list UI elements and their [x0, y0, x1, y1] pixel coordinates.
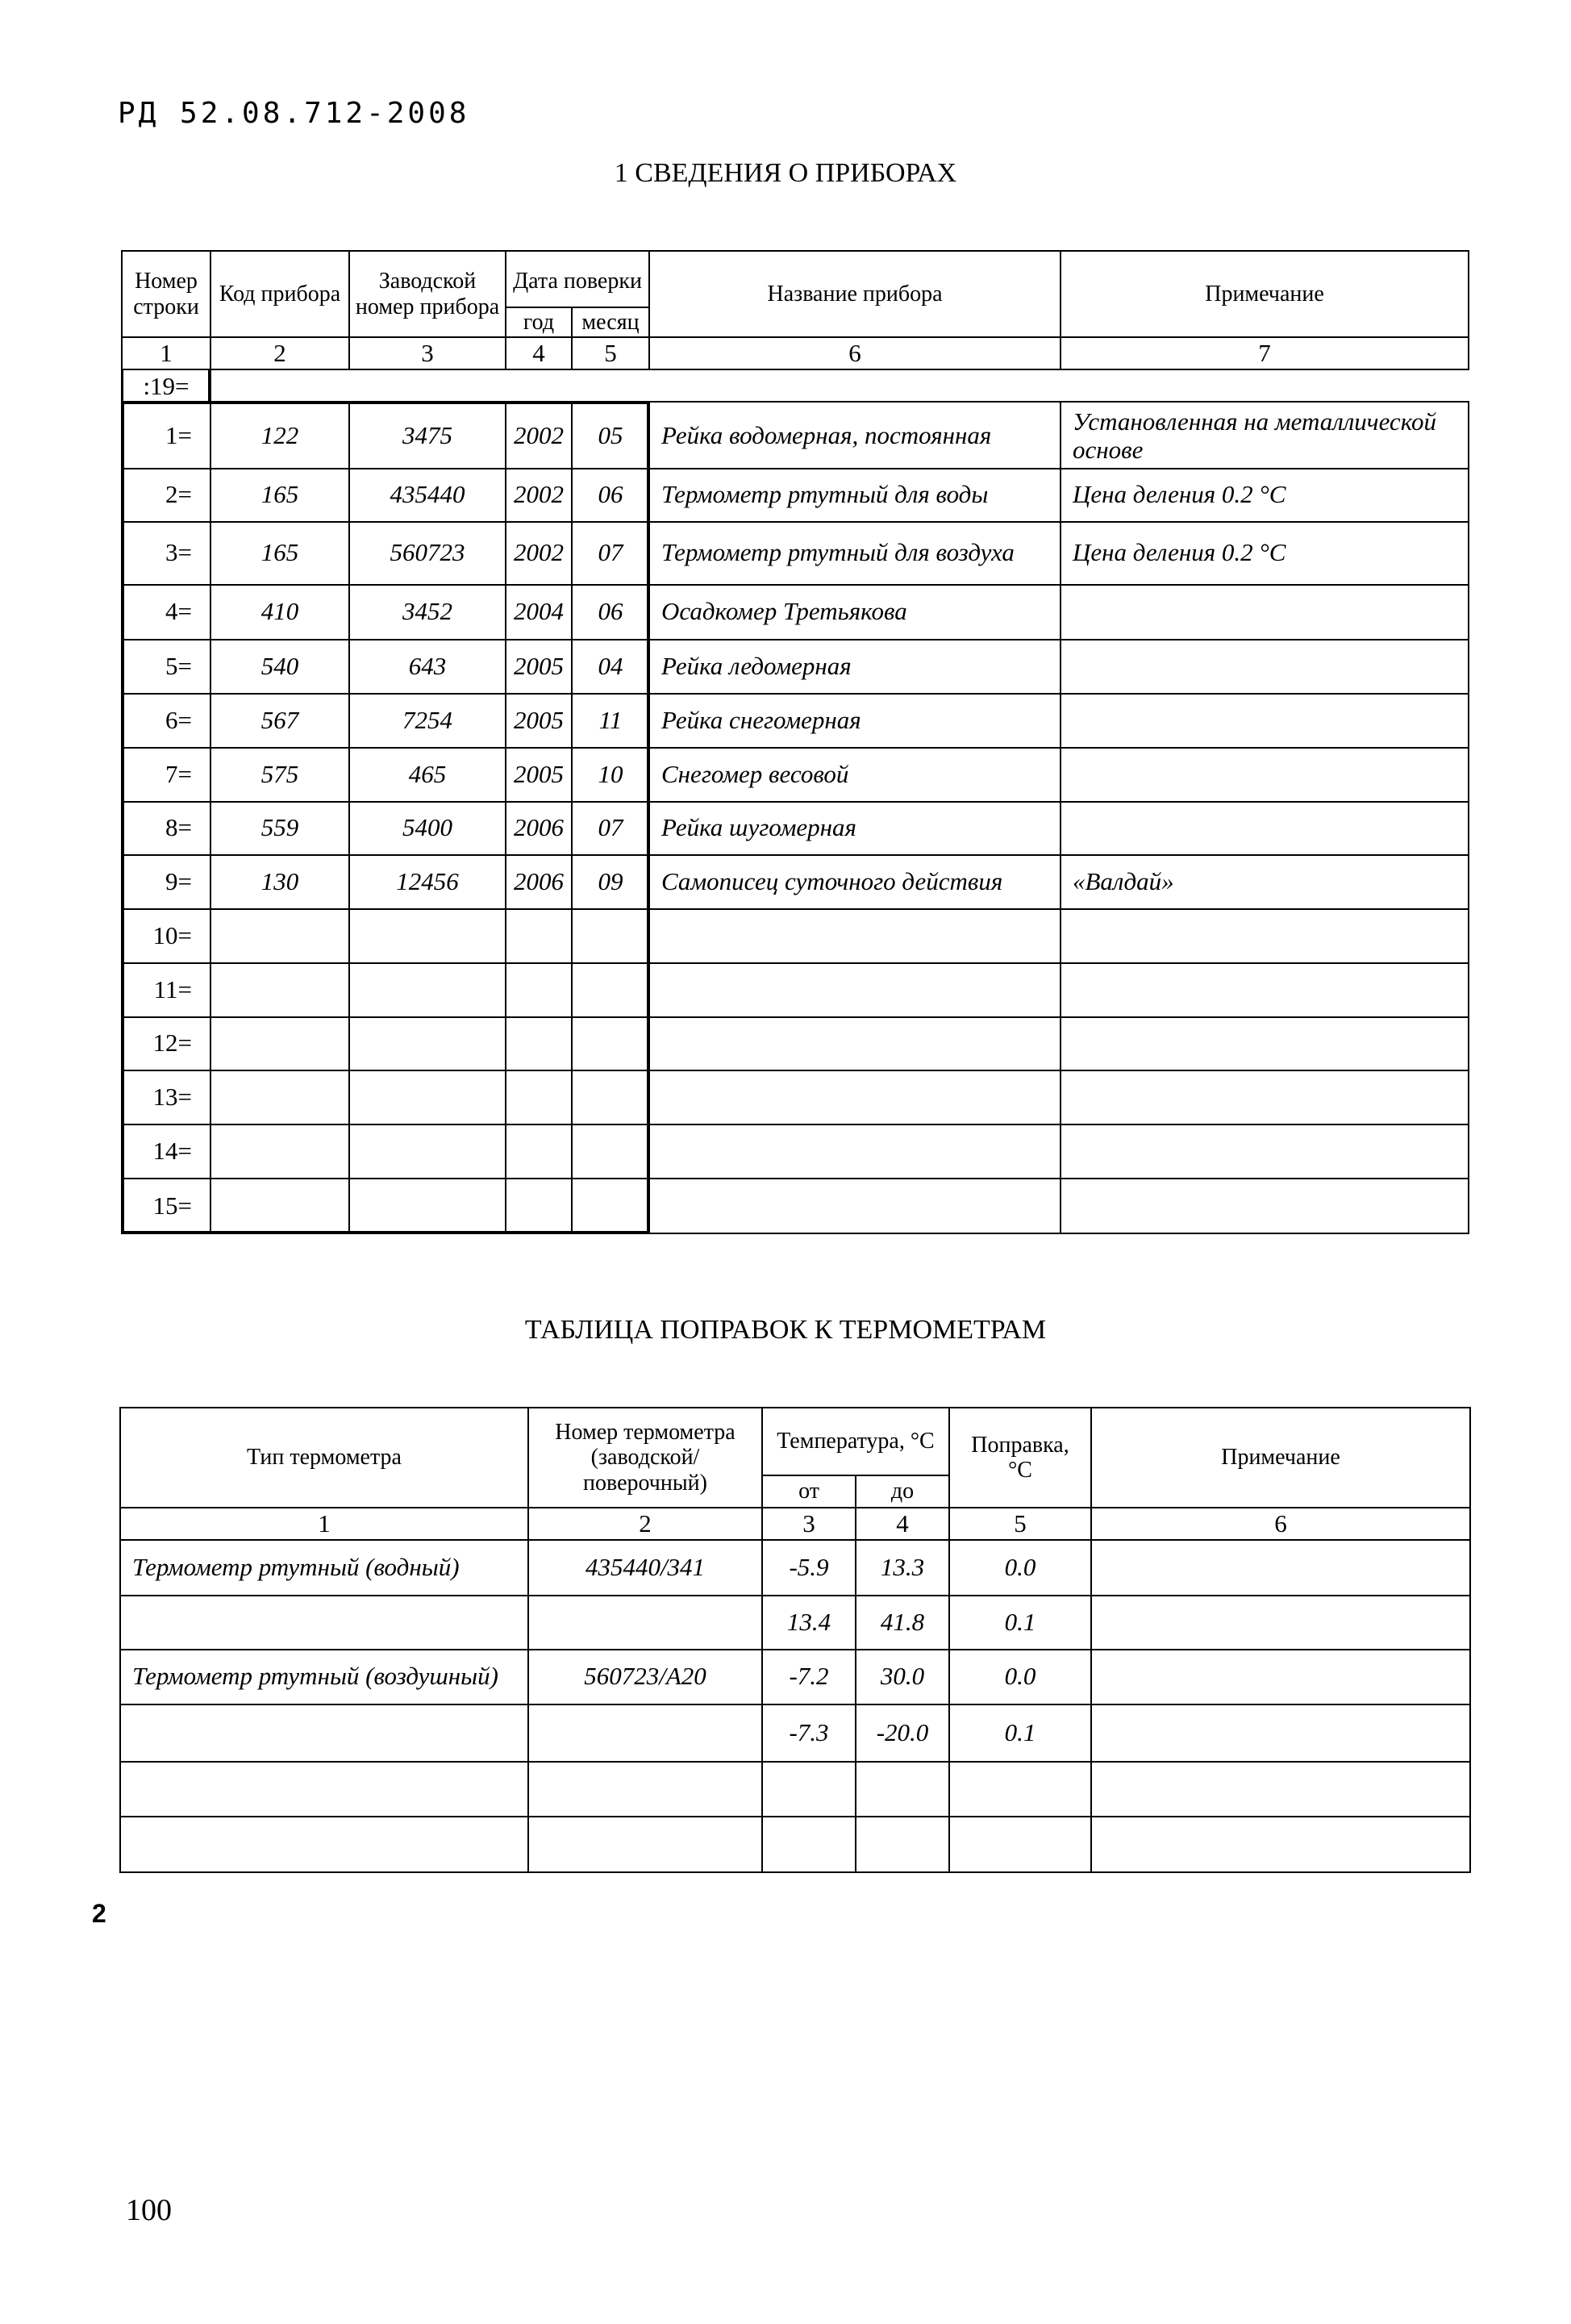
check-month: [573, 910, 648, 962]
correction-value: [950, 1817, 1090, 1871]
thermometer-number: [529, 1817, 761, 1871]
table-rule: [121, 250, 123, 370]
table-rule: [121, 854, 1469, 856]
instrument-code: 165: [260, 480, 299, 509]
table-rule: [119, 1761, 1471, 1763]
correction-value: 0.0: [1004, 1662, 1036, 1691]
page-number: 100: [126, 2193, 172, 2227]
instrument-note: Цена деления 0.2 °С: [1073, 480, 1286, 509]
instrument-name: [650, 1125, 1060, 1177]
column-number: 5: [1014, 1508, 1027, 1538]
header-name: Название прибора: [767, 281, 943, 307]
table-rule: [571, 401, 573, 1234]
serial-number: 7254: [402, 705, 452, 734]
table-rule: [119, 1407, 1471, 1408]
row-number: 11=: [153, 974, 192, 1003]
check-month: 06: [598, 480, 623, 509]
check-month: [573, 1071, 648, 1123]
temperature-to: [856, 1817, 948, 1871]
corrections-title: ТАБЛИЦА ПОПРАВОК К ТЕРМОМЕТРАМ: [524, 1315, 1047, 1345]
instrument-code: 122: [260, 421, 299, 450]
table-rule: [571, 307, 573, 370]
correction-note: [1092, 1596, 1469, 1648]
check-year: 2005: [514, 705, 564, 734]
header-note: Примечание: [1221, 1445, 1340, 1471]
column-number: 6: [1274, 1508, 1287, 1538]
row-number: 15=: [152, 1191, 192, 1220]
table-rule: [119, 1816, 1471, 1817]
table-rule: [348, 250, 350, 370]
column-number: 3: [421, 338, 434, 367]
table-rule: [121, 908, 1469, 910]
instrument-name: [650, 910, 1060, 962]
header-code: Код прибора: [219, 281, 341, 307]
instrument-name: [650, 964, 1060, 1016]
check-year: 2006: [514, 866, 564, 895]
section-marker: :19=: [143, 371, 190, 400]
instrument-note: [1061, 803, 1468, 853]
instrument-name: Рейка снегомерная: [661, 705, 861, 734]
table-rule: [121, 1070, 1469, 1071]
instrument-code: 130: [260, 866, 299, 895]
serial-number: [350, 910, 505, 962]
instrument-code: 559: [260, 813, 299, 842]
serial-number: [350, 1018, 505, 1069]
instrument-name: Снегомер весовой: [661, 759, 849, 788]
check-month: 10: [598, 759, 623, 788]
check-year: [506, 1071, 571, 1123]
instrument-name: [650, 1018, 1060, 1069]
table-rule: [647, 401, 650, 1234]
table-rule: [1468, 401, 1469, 1234]
thermometer-type: [121, 1763, 527, 1815]
temperature-from: 13.4: [786, 1607, 831, 1636]
side-number: 2: [92, 1899, 106, 1928]
row-number: 5=: [165, 651, 192, 680]
check-year: [506, 910, 571, 962]
table-rule: [121, 250, 1469, 252]
instrument-name: Термометр ртутный для воздуха: [661, 538, 1015, 567]
header-year: год: [523, 310, 555, 336]
thermometer-number: 560723/А20: [584, 1662, 706, 1691]
header-thermometer-number: Номер термометра (заводской/ поверочный): [555, 1419, 735, 1496]
row-number: 8=: [165, 813, 192, 842]
thermometer-type: Термометр ртутный (водный): [132, 1552, 460, 1581]
instrument-name: [650, 1179, 1060, 1233]
check-month: 05: [598, 421, 623, 450]
correction-note: [1092, 1817, 1469, 1871]
table-rule: [1090, 1407, 1092, 1873]
row-number: 6=: [165, 705, 192, 734]
table-rule: [210, 401, 211, 1234]
header-row-number: Номер строки: [133, 269, 199, 319]
table-rule: [121, 521, 1469, 523]
correction-note: [1092, 1650, 1469, 1703]
table-rule: [348, 401, 350, 1234]
column-number: 5: [604, 338, 617, 367]
header-temp-from: от: [798, 1479, 819, 1504]
serial-number: 3452: [402, 597, 452, 626]
check-month: 06: [598, 597, 623, 626]
table-rule: [1469, 1407, 1471, 1873]
table-rule: [121, 639, 1469, 640]
instrument-note: Установленная на металлической основе: [1073, 407, 1437, 464]
temperature-from: -7.3: [789, 1717, 829, 1746]
instrument-code: 165: [260, 538, 299, 567]
instrument-code: [211, 910, 348, 962]
check-year: 2002: [514, 421, 564, 450]
serial-number: [350, 1071, 505, 1123]
instrument-code: 410: [260, 597, 299, 626]
correction-value: 0.1: [1004, 1717, 1036, 1746]
section-title: 1 СВЕДЕНИЯ О ПРИБОРАХ: [614, 158, 957, 188]
row-number: 3=: [165, 538, 192, 567]
table-rule: [121, 369, 123, 403]
table-rule: [1468, 250, 1469, 370]
row-number: 14=: [152, 1136, 192, 1165]
table-rule: [121, 1124, 1469, 1125]
table-rule: [948, 1407, 950, 1873]
instrument-note: [1061, 1179, 1468, 1233]
temperature-to: 13.3: [880, 1552, 925, 1581]
table-rule: [208, 369, 211, 403]
check-year: [506, 1018, 571, 1069]
check-month: [573, 1018, 648, 1069]
header-temperature: Температура, °С: [777, 1429, 935, 1454]
table-rule: [121, 1178, 1469, 1179]
table-rule: [121, 747, 1469, 749]
instrument-note: [1061, 749, 1468, 800]
instrument-name: Термометр ртутный для воды: [661, 480, 989, 509]
correction-value: [950, 1763, 1090, 1815]
table-rule: [119, 1704, 1471, 1705]
check-year: [506, 964, 571, 1016]
table-rule: [648, 250, 650, 370]
header-temp-to: до: [890, 1479, 915, 1504]
row-number: 9=: [165, 866, 192, 895]
column-number: 2: [639, 1508, 652, 1538]
table-rule: [527, 1407, 529, 1873]
instrument-code: [211, 1018, 348, 1069]
column-number: 7: [1258, 338, 1271, 367]
table-rule: [505, 250, 506, 370]
serial-number: [350, 1125, 505, 1177]
table-rule: [855, 1475, 856, 1873]
check-year: [506, 1125, 571, 1177]
table-rule: [121, 369, 1469, 370]
check-month: [573, 964, 648, 1016]
check-year: [506, 1179, 571, 1233]
temperature-to: -20.0: [876, 1717, 929, 1746]
row-number: 13=: [152, 1082, 192, 1111]
instrument-code: 540: [260, 651, 299, 680]
column-number: 2: [273, 338, 286, 367]
table-rule: [1060, 250, 1061, 370]
table-rule: [119, 1539, 1471, 1541]
correction-value: 0.0: [1004, 1552, 1036, 1581]
thermometer-type: Термометр ртутный (воздушный): [132, 1662, 498, 1691]
row-number: 10=: [152, 920, 192, 949]
instrument-note: Цена деления 0.2 °С: [1073, 538, 1286, 567]
check-month: [573, 1125, 648, 1177]
instrument-note: [1061, 1125, 1468, 1177]
instrument-note: [1061, 695, 1468, 746]
temperature-from: -7.2: [789, 1662, 829, 1691]
instrument-note: [1061, 586, 1468, 638]
check-month: 07: [598, 813, 623, 842]
instrument-note: [1061, 964, 1468, 1016]
check-year: 2002: [514, 538, 564, 567]
serial-number: 560723: [390, 538, 465, 567]
instrument-code: 575: [260, 759, 299, 788]
document-code: РД 52.08.712-2008: [118, 97, 470, 130]
instrument-name: Осадкомер Третьякова: [661, 597, 907, 626]
temperature-from: -5.9: [789, 1552, 829, 1581]
table-rule: [121, 336, 1469, 338]
instrument-note: [1061, 910, 1468, 962]
check-year: 2006: [514, 813, 564, 842]
column-number: 1: [160, 338, 173, 367]
check-year: 2005: [514, 759, 564, 788]
table-rule: [121, 801, 1469, 803]
row-number: 4=: [165, 597, 192, 626]
correction-note: [1092, 1541, 1469, 1594]
header-check-date: Дата поверки: [513, 269, 642, 294]
instrument-note: «Валдай»: [1073, 866, 1174, 895]
serial-number: 5400: [402, 813, 452, 842]
thermometer-number: 435440/341: [585, 1552, 706, 1581]
table-rule: [505, 401, 506, 1234]
temperature-to: [856, 1763, 948, 1815]
row-number: 2=: [165, 480, 192, 509]
temperature-from: [763, 1763, 855, 1815]
table-rule: [121, 1016, 1469, 1018]
check-month: 04: [598, 651, 623, 680]
instrument-name: [650, 1071, 1060, 1123]
table-rule: [119, 1507, 1471, 1508]
column-number: 4: [896, 1508, 909, 1538]
instrument-name: Рейка шугомерная: [661, 813, 856, 842]
header-month: месяц: [581, 310, 640, 336]
table-rule: [1060, 401, 1061, 1234]
serial-number: 435440: [390, 480, 465, 509]
column-number: 1: [318, 1508, 331, 1538]
check-year: 2004: [514, 597, 564, 626]
check-year: 2005: [514, 651, 564, 680]
serial-number: 465: [408, 759, 447, 788]
check-month: 07: [598, 538, 623, 567]
instrument-name: Рейка ледомерная: [661, 651, 852, 680]
temperature-from: [763, 1817, 855, 1871]
table-rule: [121, 693, 1469, 695]
instrument-name: Самописец суточного действия: [661, 866, 1003, 895]
thermometer-type: [121, 1596, 527, 1648]
table-rule: [210, 250, 211, 370]
table-rule: [121, 962, 1469, 964]
instrument-name: Рейка водомерная, постоянная: [661, 421, 992, 450]
thermometer-type: [121, 1705, 527, 1760]
serial-number: 643: [408, 651, 447, 680]
thermometer-type: [121, 1817, 527, 1871]
check-year: 2002: [514, 480, 564, 509]
thermometer-number: [529, 1705, 761, 1760]
column-number: 3: [802, 1508, 815, 1538]
header-correction: Поправка, °С: [971, 1432, 1069, 1483]
serial-number: [350, 1179, 505, 1233]
table-rule: [119, 1649, 1471, 1650]
serial-number: 12456: [396, 866, 459, 895]
check-month: 09: [598, 866, 623, 895]
temperature-to: 30.0: [880, 1662, 925, 1691]
table-rule: [121, 468, 1469, 469]
instrument-code: [211, 1125, 348, 1177]
header-serial: Заводской номер прибора: [355, 269, 500, 319]
correction-note: [1092, 1705, 1469, 1760]
row-number: 7=: [165, 759, 192, 788]
table-rule: [119, 1871, 1471, 1873]
instrument-note: [1061, 1071, 1468, 1123]
table-rule: [505, 307, 650, 308]
row-number: 1=: [165, 421, 192, 450]
serial-number: [350, 964, 505, 1016]
instrument-code: 567: [260, 705, 299, 734]
check-month: [573, 1179, 648, 1233]
table-rule: [119, 1595, 1471, 1596]
instrument-note: [1061, 1018, 1468, 1069]
column-number: 6: [848, 338, 861, 367]
instrument-code: [211, 964, 348, 1016]
row-number: 12=: [152, 1028, 192, 1058]
correction-value: 0.1: [1004, 1607, 1036, 1636]
instrument-note: [1061, 640, 1468, 692]
instrument-code: [211, 1179, 348, 1233]
serial-number: 3475: [402, 421, 452, 450]
table-rule: [119, 1407, 121, 1873]
header-thermometer-type: Тип термометра: [247, 1445, 402, 1471]
temperature-to: 41.8: [880, 1607, 925, 1636]
instrument-code: [211, 1071, 348, 1123]
table-rule: [121, 401, 124, 1234]
check-month: 11: [598, 705, 623, 734]
thermometer-number: [529, 1596, 761, 1648]
table-rule: [761, 1407, 763, 1873]
header-note: Примечание: [1205, 281, 1324, 307]
thermometer-number: [529, 1763, 761, 1815]
column-number: 4: [532, 338, 545, 367]
table-rule: [121, 584, 1469, 586]
correction-note: [1092, 1763, 1469, 1815]
